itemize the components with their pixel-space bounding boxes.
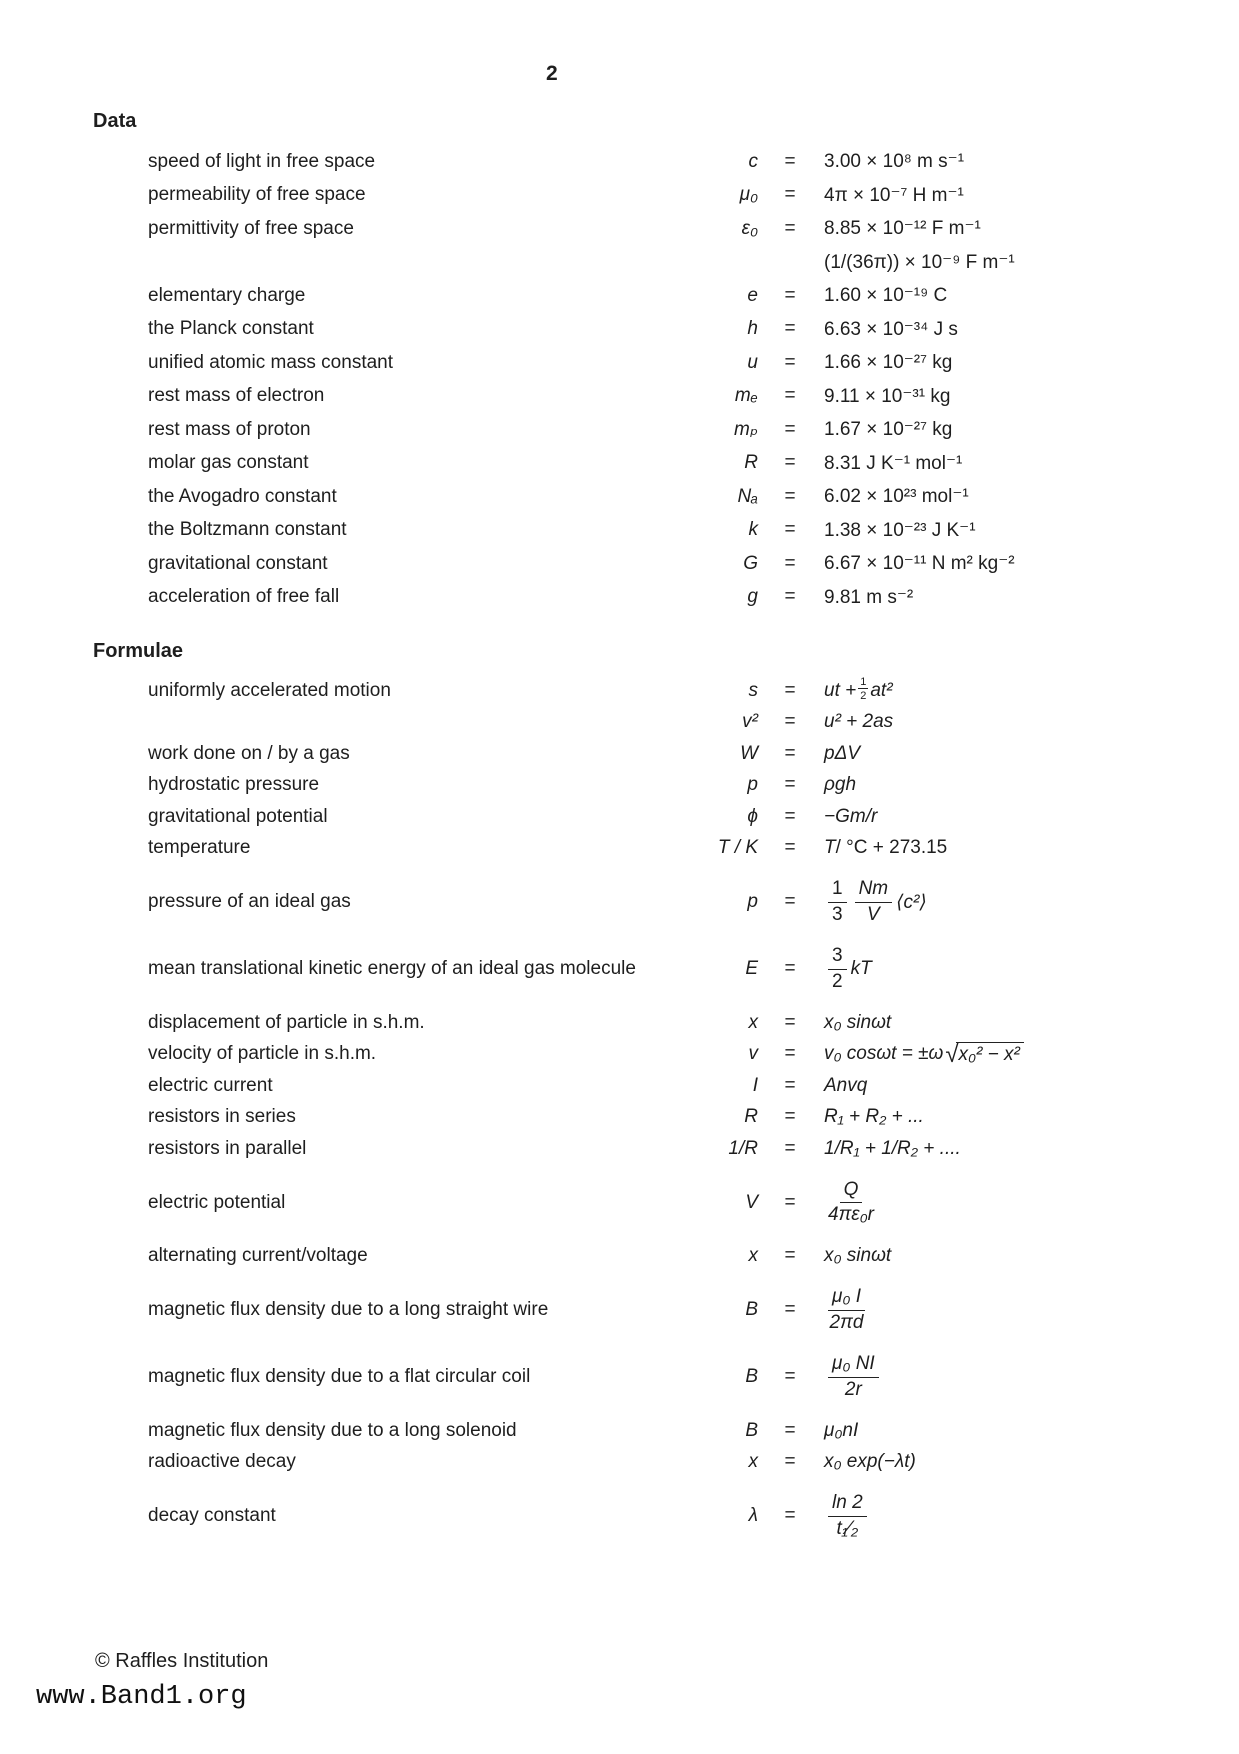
data-row — [93, 738, 1183, 770]
row-value — [822, 806, 1183, 828]
data-row — [93, 1102, 1183, 1134]
fraction-denominator: V — [867, 903, 880, 925]
row-equals: = — [784, 150, 796, 172]
fraction — [828, 1492, 867, 1540]
row-symbol: B — [745, 1299, 758, 1320]
data-row — [93, 1487, 1183, 1545]
data-row — [93, 1039, 1183, 1071]
row-value — [822, 385, 1183, 408]
row-value — [822, 1492, 1183, 1540]
radical-sign: √ — [945, 1040, 959, 1068]
formula-text: 6.02 × 10²³ mol⁻¹ — [824, 486, 969, 508]
row-label: the Planck constant — [148, 318, 314, 340]
row-value — [822, 1138, 1183, 1160]
row-equals: = — [784, 1245, 796, 1267]
row-label: alternating current/voltage — [148, 1245, 368, 1267]
row-symbol: x — [748, 1451, 758, 1473]
row-equals: = — [784, 805, 796, 827]
formula-text: 8.85 × 10⁻¹² F m⁻¹ — [824, 218, 981, 240]
data-row — [93, 313, 1183, 347]
row-equals: = — [784, 1505, 796, 1526]
formula-text: ut + — [824, 679, 857, 701]
row-label: uniformly accelerated motion — [148, 679, 391, 701]
row-equals: = — [784, 1011, 796, 1033]
data-row — [93, 514, 1183, 548]
fraction-denominator: 3 — [832, 903, 843, 925]
row-symbol: I — [752, 1074, 758, 1096]
row-symbol: R — [744, 452, 758, 474]
fraction — [828, 945, 847, 993]
formula-text: v₀ cosωt = ±ω — [824, 1043, 944, 1065]
data-row — [93, 1281, 1183, 1339]
row-value — [822, 878, 1183, 926]
data-row — [93, 413, 1183, 447]
row-equals: = — [784, 418, 796, 440]
data-row — [93, 246, 1183, 280]
row-label: radioactive decay — [148, 1451, 296, 1473]
row-value — [822, 418, 1183, 441]
data-row — [93, 940, 1183, 998]
row-value — [822, 519, 1183, 542]
formula-text: 1.60 × 10⁻¹⁹ C — [824, 285, 948, 307]
row-symbol: mₚ — [734, 419, 758, 441]
row-equals: = — [784, 1451, 796, 1473]
row-value — [822, 1042, 1183, 1067]
square-root — [945, 1042, 1024, 1067]
row-equals: = — [784, 217, 796, 239]
formula-text: R₁ + R₂ + ... — [824, 1106, 924, 1128]
row-label: the Boltzmann constant — [148, 519, 347, 541]
row-symbol: g — [747, 586, 758, 608]
row-label: hydrostatic pressure — [148, 774, 320, 796]
formula-text: 3.00 × 10⁸ m s⁻¹ — [824, 151, 965, 173]
row-symbol: λ — [748, 1505, 758, 1526]
row-value — [822, 586, 1183, 609]
formula-text: 6.67 × 10⁻¹¹ N m² kg⁻² — [824, 553, 1015, 575]
row-label: displacement of particle in s.h.m. — [148, 1011, 425, 1033]
row-equals: = — [784, 1137, 796, 1159]
footer-copyright: © Raffles Institution — [95, 1650, 269, 1672]
row-equals: = — [784, 891, 796, 912]
fraction-denominator: 4πε₀r — [828, 1204, 874, 1225]
row-equals: = — [784, 552, 796, 574]
row-symbol: B — [745, 1419, 758, 1441]
row-label: decay constant — [148, 1505, 276, 1526]
row-equals: = — [784, 1366, 796, 1387]
data-row — [93, 380, 1183, 414]
row-value — [822, 217, 1183, 240]
row-symbol: ϕ — [747, 805, 758, 827]
row-label: permittivity of free space — [148, 217, 354, 239]
row-label: mean translational kinetic energy of an ideal gas molecule — [148, 958, 636, 979]
row-equals: = — [784, 452, 796, 474]
row-label: magnetic flux density due to a long straight wire — [148, 1299, 549, 1320]
row-label: elementary charge — [148, 284, 306, 306]
row-value — [822, 1012, 1183, 1034]
row-symbol: Nₐ — [737, 485, 758, 507]
formula-text: 9.81 m s⁻² — [824, 586, 914, 608]
fraction-denominator: t₁⁄₂ — [836, 1517, 859, 1539]
row-symbol: x — [748, 1011, 758, 1033]
data-row — [93, 1174, 1183, 1232]
data-row — [93, 873, 1183, 931]
row-label: resistors in series — [148, 1106, 296, 1128]
fraction — [828, 1353, 879, 1401]
data-row — [93, 1415, 1183, 1447]
fraction-numerator: μ₀ NI — [828, 1353, 879, 1377]
row-equals: = — [784, 711, 796, 733]
data-row — [93, 1241, 1183, 1273]
row-value — [822, 711, 1183, 733]
row-value — [822, 743, 1183, 765]
row-label: velocity of particle in s.h.m. — [148, 1043, 377, 1065]
formula-text: / °C + 273.15 — [835, 837, 948, 859]
row-symbol: x — [748, 1245, 758, 1267]
row-label: electric potential — [148, 1191, 286, 1213]
row-equals: = — [784, 485, 796, 507]
row-equals: = — [784, 1299, 796, 1320]
row-value — [822, 452, 1183, 475]
data-row — [93, 770, 1183, 802]
data-row — [93, 675, 1183, 707]
fraction-denominator: 2 — [860, 689, 867, 702]
row-value — [822, 184, 1183, 207]
formula-text: x₀ exp(−λt) — [824, 1451, 916, 1473]
row-symbol: e — [747, 284, 758, 306]
row-value — [822, 485, 1183, 508]
formula-text: ⟨c²⟩ — [896, 891, 927, 913]
row-equals: = — [784, 1106, 796, 1128]
sections — [93, 110, 1183, 1554]
row-value — [822, 1353, 1183, 1401]
row-label: gravitational potential — [148, 805, 328, 827]
row-symbol: B — [745, 1366, 758, 1387]
row-symbol: k — [748, 519, 758, 541]
row-value — [822, 150, 1183, 173]
row-equals: = — [784, 742, 796, 764]
fraction-numerator: 1 — [828, 878, 847, 902]
row-label: the Avogadro constant — [148, 485, 337, 507]
row-label: electric current — [148, 1074, 273, 1096]
row-value — [822, 1286, 1183, 1334]
row-symbol: s — [748, 679, 758, 701]
row-label: rest mass of electron — [148, 385, 325, 407]
radicand: x₀² − x² — [956, 1042, 1023, 1066]
data-row — [93, 212, 1183, 246]
formula-text: 1.67 × 10⁻²⁷ kg — [824, 419, 953, 441]
formula-text: 6.63 × 10⁻³⁴ J s — [824, 318, 958, 340]
row-label: speed of light in free space — [148, 150, 376, 172]
row-value — [822, 1075, 1183, 1097]
formula-text: x₀ sinωt — [824, 1011, 892, 1033]
formula-text: kT — [850, 958, 872, 979]
formula-text: 8.31 J K⁻¹ mol⁻¹ — [824, 452, 963, 474]
row-equals: = — [784, 1419, 796, 1441]
row-value — [822, 945, 1183, 993]
row-equals: = — [784, 318, 796, 340]
row-label: unified atomic mass constant — [148, 351, 394, 373]
data-row — [93, 581, 1183, 615]
section-formulae — [93, 640, 1183, 1545]
formula-text: μ₀nI — [824, 1419, 859, 1441]
formula-text: 1/R₁ + 1/R₂ + .... — [824, 1137, 961, 1159]
row-symbol: G — [743, 552, 758, 574]
page-number: 2 — [546, 62, 558, 85]
row-value — [822, 1245, 1183, 1267]
data-row — [93, 1447, 1183, 1479]
row-equals: = — [784, 351, 796, 373]
row-label: rest mass of proton — [148, 418, 311, 440]
data-row — [93, 179, 1183, 213]
data-row — [93, 1007, 1183, 1039]
row-equals: = — [784, 774, 796, 796]
fraction-numerator: Q — [840, 1179, 863, 1203]
row-label: resistors in parallel — [148, 1137, 307, 1159]
row-value — [822, 552, 1183, 575]
formula-text: T — [824, 837, 836, 859]
formula-text: 1.38 × 10⁻²³ J K⁻¹ — [824, 519, 976, 541]
formula-text: −Gm/r — [824, 805, 878, 827]
formula-text: ρgh — [824, 774, 857, 796]
row-value — [822, 774, 1183, 796]
data-row — [93, 480, 1183, 514]
row-symbol: p — [747, 891, 758, 912]
row-equals: = — [784, 1074, 796, 1096]
row-value — [822, 251, 1183, 274]
row-equals: = — [784, 958, 796, 979]
fraction — [828, 1286, 865, 1334]
row-symbol: v — [748, 1043, 758, 1065]
formula-text: at² — [870, 679, 893, 701]
data-row — [93, 1070, 1183, 1102]
data-row — [93, 279, 1183, 313]
row-value — [822, 318, 1183, 341]
row-symbol: T / K — [717, 837, 758, 859]
row-value — [822, 1451, 1183, 1473]
fraction — [858, 676, 868, 702]
row-value — [822, 1420, 1183, 1442]
formula-text: x₀ sinωt — [824, 1245, 892, 1267]
row-symbol: v² — [742, 711, 758, 733]
row-value — [822, 675, 1183, 704]
fraction-numerator: Nm — [855, 878, 893, 902]
formula-text: 1.66 × 10⁻²⁷ kg — [824, 352, 953, 374]
fraction — [855, 878, 893, 926]
row-label: magnetic flux density due to a flat circular coil — [148, 1366, 531, 1387]
row-equals: = — [784, 284, 796, 306]
formula-text: 4π × 10⁻⁷ H m⁻¹ — [824, 184, 964, 206]
row-equals: = — [784, 385, 796, 407]
data-row — [93, 801, 1183, 833]
row-value — [822, 1179, 1183, 1227]
row-value — [822, 837, 1183, 859]
row-equals: = — [784, 184, 796, 206]
fraction-denominator: 2 — [832, 970, 843, 992]
row-label: temperature — [148, 837, 251, 859]
data-row — [93, 447, 1183, 481]
formula-text: Anvq — [824, 1074, 868, 1096]
row-symbol: W — [740, 742, 758, 764]
data-row — [93, 145, 1183, 179]
row-label: acceleration of free fall — [148, 586, 340, 608]
fraction-numerator: 3 — [828, 945, 847, 969]
footer-url: www.Band1.org — [36, 1682, 247, 1712]
row-symbol: h — [747, 318, 758, 340]
row-symbol: c — [748, 150, 758, 172]
section-heading: Formulae — [93, 640, 184, 662]
row-symbol: μ₀ — [739, 184, 758, 206]
row-label: work done on / by a gas — [148, 742, 350, 764]
row-symbol: 1/R — [728, 1137, 758, 1159]
section-heading: Data — [93, 110, 137, 132]
row-value — [822, 351, 1183, 374]
formula-text: 9.11 × 10⁻³¹ kg — [824, 385, 951, 407]
row-value — [822, 1106, 1183, 1128]
row-label: pressure of an ideal gas — [148, 891, 351, 912]
row-label: permeability of free space — [148, 184, 366, 206]
fraction-numerator: μ₀ I — [828, 1286, 865, 1310]
row-equals: = — [784, 1191, 796, 1213]
formula-text: u² + 2as — [824, 711, 894, 733]
data-row — [93, 1133, 1183, 1165]
formula-text: (1/(36π)) × 10⁻⁹ F m⁻¹ — [824, 251, 1015, 273]
data-row — [93, 833, 1183, 865]
row-symbol: R — [744, 1106, 758, 1128]
row-symbol: E — [745, 958, 758, 979]
row-value — [822, 284, 1183, 307]
row-equals: = — [784, 519, 796, 541]
data-row — [93, 707, 1183, 739]
row-symbol: p — [747, 774, 758, 796]
fraction-denominator: 2πd — [829, 1311, 864, 1333]
row-symbol: mₑ — [734, 385, 758, 407]
data-row — [93, 346, 1183, 380]
row-label: magnetic flux density due to a long solenoid — [148, 1419, 517, 1441]
row-label: molar gas constant — [148, 452, 309, 474]
row-equals: = — [784, 1043, 796, 1065]
fraction — [828, 1179, 874, 1227]
row-symbol: ε₀ — [741, 217, 758, 239]
fraction — [828, 878, 847, 926]
data-row — [93, 547, 1183, 581]
data-row — [93, 1348, 1183, 1406]
row-equals: = — [784, 586, 796, 608]
formula-text: pΔV — [824, 742, 860, 764]
section-data — [93, 110, 1183, 614]
row-equals: = — [784, 679, 796, 701]
row-label: gravitational constant — [148, 552, 328, 574]
fraction-denominator: 2r — [844, 1378, 862, 1400]
row-symbol: V — [745, 1191, 758, 1213]
row-equals: = — [784, 837, 796, 859]
row-symbol: u — [747, 351, 758, 373]
fraction-numerator: 1 — [860, 675, 867, 688]
fraction-numerator: ln 2 — [828, 1492, 867, 1516]
